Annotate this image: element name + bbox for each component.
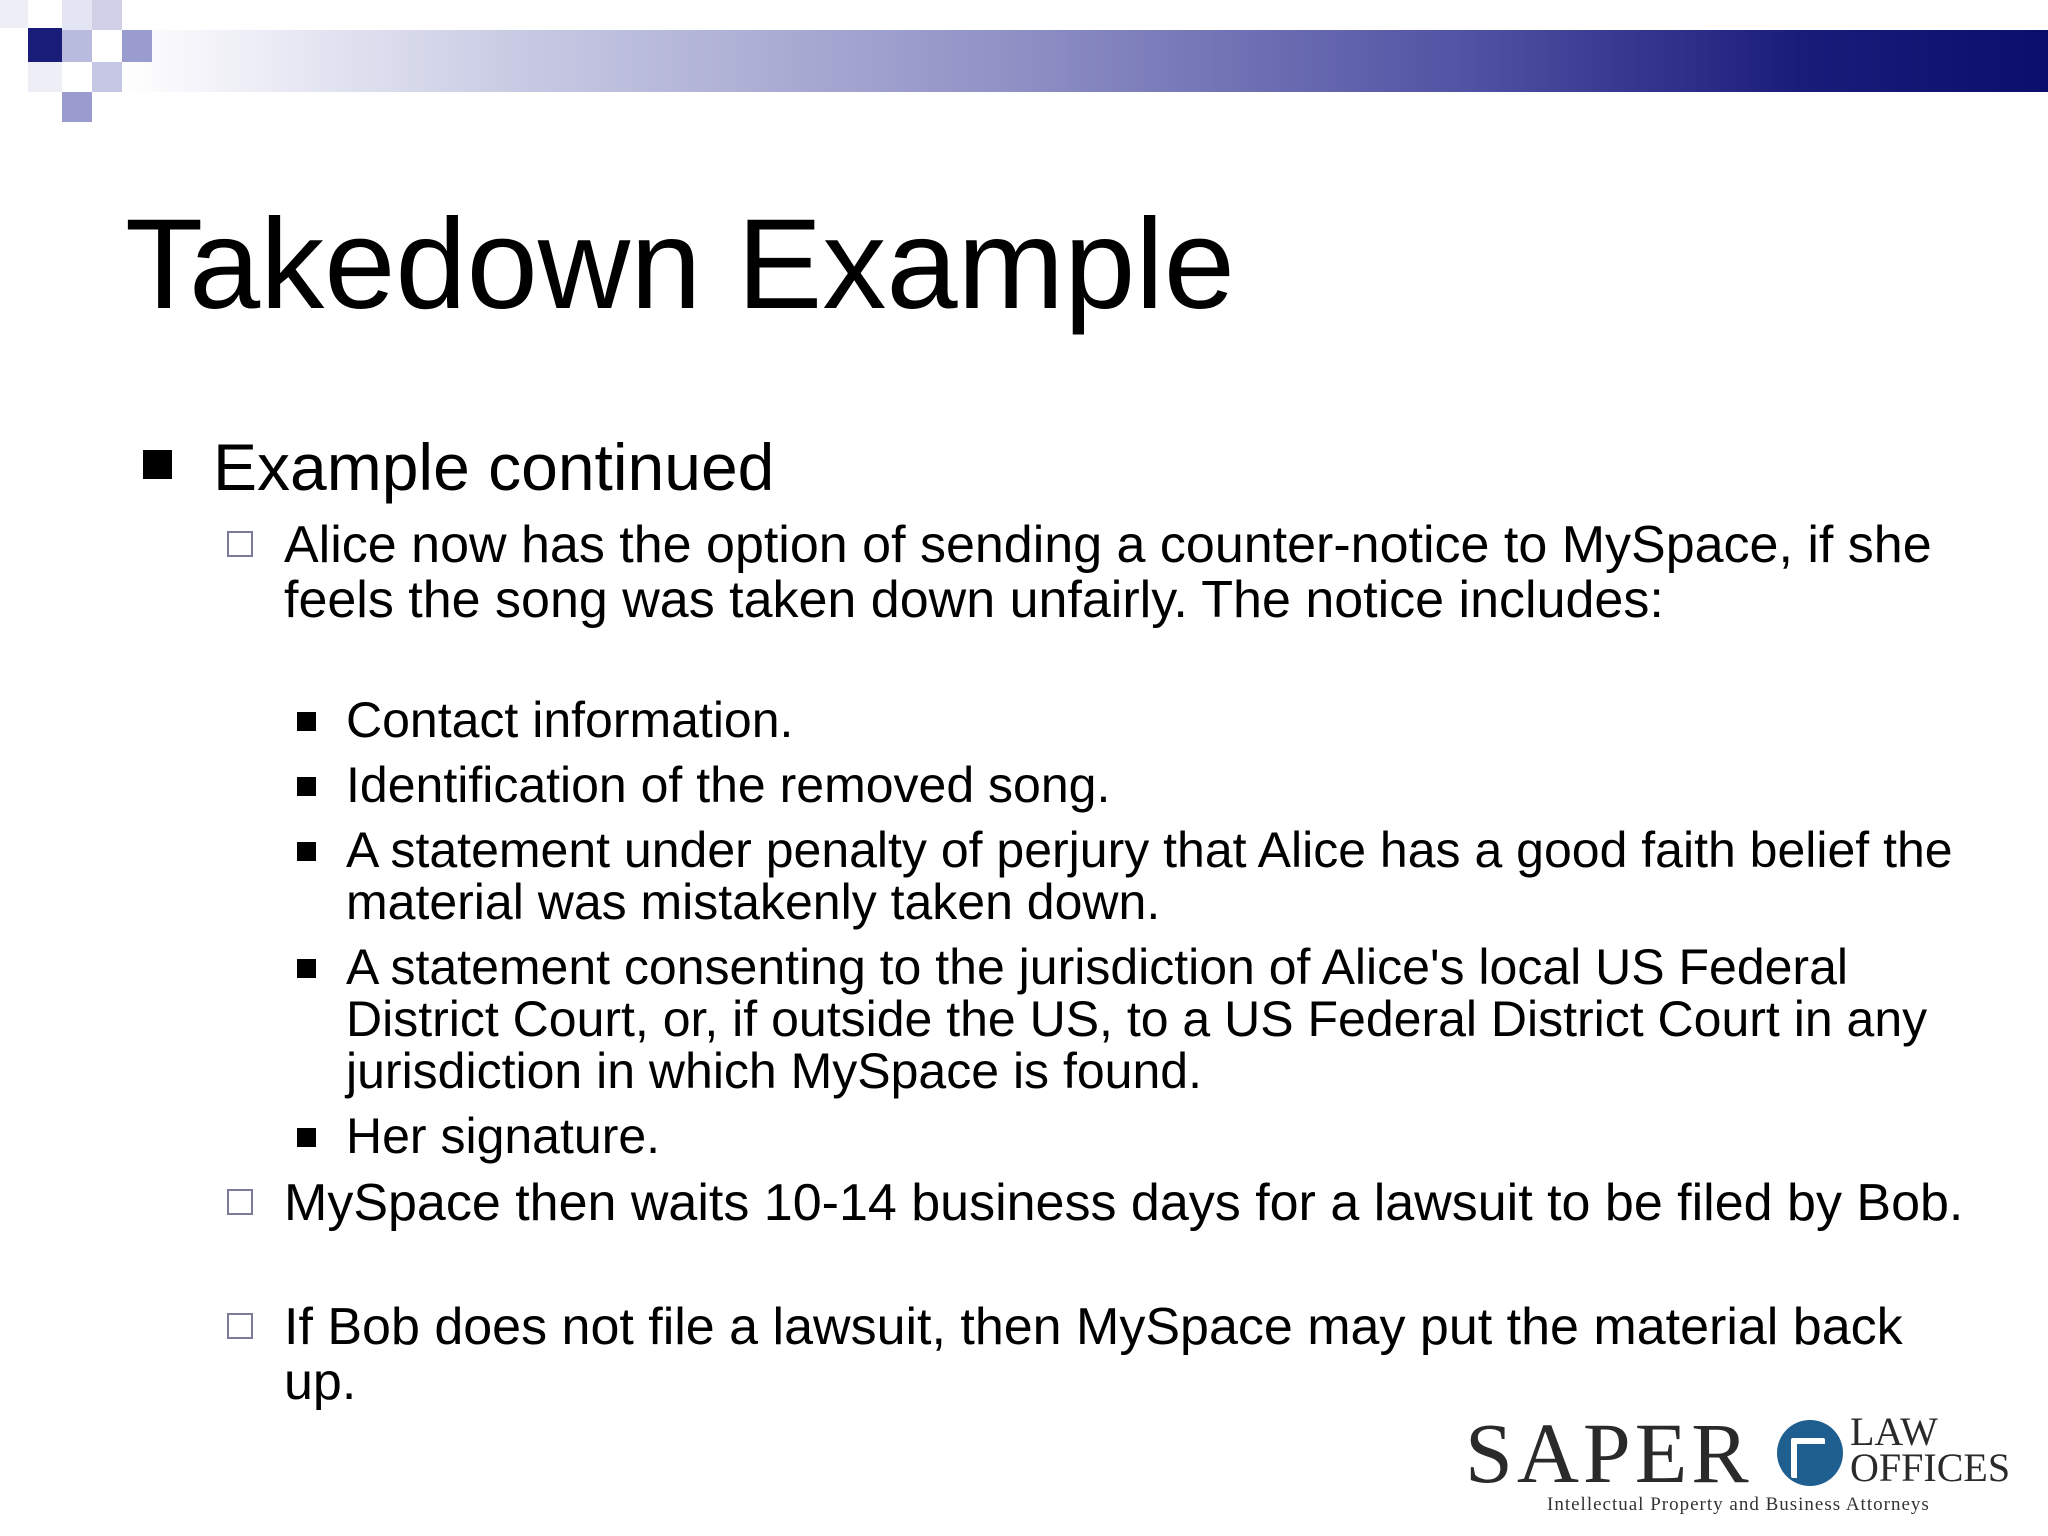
small-square-bullet-icon [297,1128,316,1147]
header-gradient-bar [0,30,2048,92]
hollow-square-bullet-icon [227,531,253,557]
hollow-square-bullet-icon [227,1313,253,1339]
bullet-level3-text: A statement under penalty of perjury that Alice has a good faith belief the material was mistakenly taken down. [346,822,1953,930]
bullet-level3-text: A statement consenting to the jurisdiction of Alice's local US Federal District Court, or, if outside the US, to a US Federal District Court in any jurisdiction in which MySpace is found. [346,939,1928,1099]
logo-emblem-icon [1777,1420,1843,1486]
bullet-level2-text: Alice now has the option of sending a counter-notice to MySpace, if she feels the song was taken down unfairly. The notice includes: [284,516,1932,629]
corner-decoration [0,0,160,130]
logo-side-line2: OFFICES [1850,1445,2011,1490]
square-bullet-icon [143,450,172,479]
slide-title: Takedown Example [125,193,1235,336]
small-square-bullet-icon [297,842,316,861]
small-square-bullet-icon [297,959,316,978]
logo-side-line1: LAW [1850,1409,1938,1454]
logo-tagline: Intellectual Property and Business Attorneys [1547,1494,1930,1515]
small-square-bullet-icon [297,777,316,796]
bullet-level3-text: Identification of the removed song. [346,757,1111,813]
bullet-level1-text: Example continued [213,430,775,504]
hollow-square-bullet-icon [227,1189,253,1215]
bullet-level3-text: Contact information. [346,692,794,748]
bullet-level2-text: MySpace then waits 10-14 business days for a lawsuit to be filed by Bob. [284,1174,1964,1232]
logo-side-text [1850,1409,2011,1490]
saper-law-offices-logo [1465,1405,2035,1516]
small-square-bullet-icon [297,712,316,731]
logo-wordmark: SAPER [1465,1405,1753,1501]
bullet-level3-text: Her signature. [346,1108,661,1164]
bullet-level2-text: If Bob does not file a lawsuit, then MySpace may put the material back up. [284,1298,1903,1411]
